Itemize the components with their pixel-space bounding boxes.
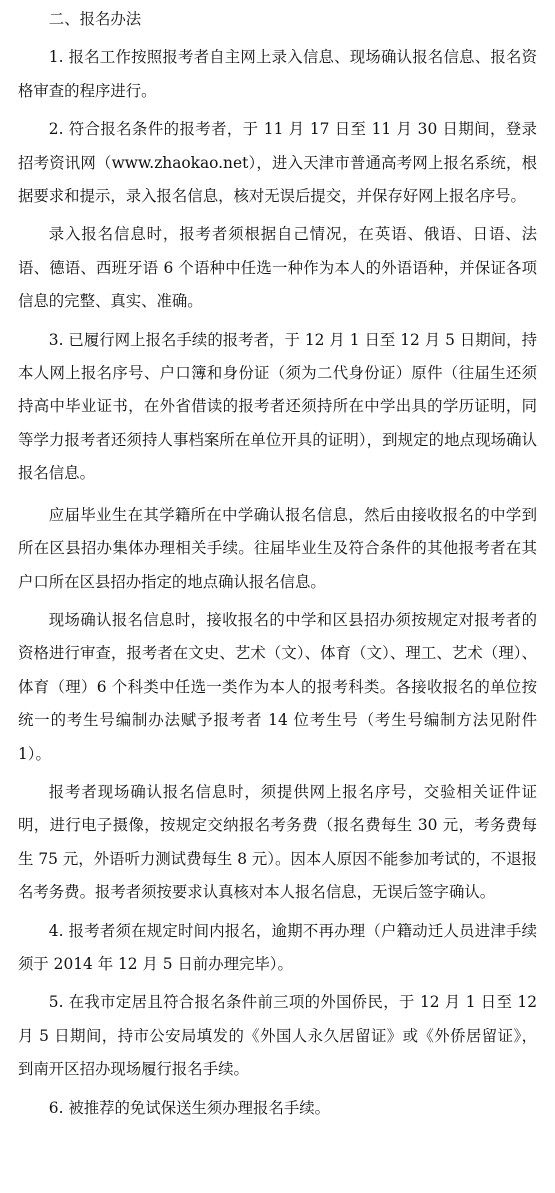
- paragraph-3-graduates: 应届毕业生在其学籍所在中学确认报名信息，然后由接收报名的中学到所在区县招办集体办理相关手续。往届毕业生及符合条件的其他报考者在其户口所在区县招办指定的地点确认报名信息。: [18, 505, 537, 591]
- paragraph-6: 6. 被推荐的免试保送生须办理报名手续。: [48, 1098, 331, 1117]
- section-heading: 二、报名办法: [48, 10, 142, 28]
- paragraph-1: 1. 报名工作按照报考者自主网上录入信息、现场确认报名信息、报名资格审查的程序进行。: [18, 48, 537, 100]
- paragraph-4: 4. 报考者须在规定时间内报名，逾期不再办理（户籍动迁人员进津手续须于 2014 年 12 月 5 日前办理完毕）。: [18, 921, 537, 973]
- paragraph-2-note: 录入报名信息时，报考者须根据自己情况，在英语、俄语、日语、法语、德语、西班牙语 6 个语种中任选一种作为本人的外语语种，并保证各项信息的完整、真实、准确。: [18, 225, 537, 311]
- paragraph-3-fees: 报考者现场确认报名信息时，须提供网上报名序号，交验相关证件证明，进行电子摄像，按规定交纳报名考务费（报名费每生 30 元，考务费每生 75 元，外语听力测试费每生 8 元）。因本人原因不能参加考试的，不退报名考务费。报考者须按要求认真核对本人报名信息，无误后签字确认。: [18, 782, 537, 902]
- paragraph-5: 5. 在我市定居且符合报名条件前三项的外国侨民，于 12 月 1 日至 12 月 5 日期间，持市公安局填发的《外国人永久居留证》或《外侨居留证》，到南开区招办现场履行报名手续。: [18, 993, 537, 1079]
- paragraph-3-review: 现场确认报名信息时，接收报名的中学和区县招办须按规定对报考者的资格进行审查，报考者在文史、艺术（文）、体育（文）、理工、艺术（理）、体育（理）6 个科类中任选一类作为本人的报考科类。各接收报名的单位按统一的考生号编制办法赋予报考者 14 位考生号（考生号编制方法见附件 1）。: [18, 610, 537, 763]
- paragraph-2: 2. 符合报名条件的报考者，于 11 月 17 日至 11 月 30 日期间，登录招考资讯网（www.zhaokao.net），进入天津市普通高考网上报名系统，根据要求和提示，录入报名信息，核对无误后提交，并保存好网上报名序号。: [18, 120, 537, 206]
- paragraph-3: 3. 已履行网上报名手续的报考者，于 12 月 1 日至 12 月 5 日期间，持本人网上报名序号、户口簿和身份证（须为二代身份证）原件（往届生还须持高中毕业证书，在外省借读的报考者还须持所在中学出具的学历证明，同等学力报考者还须持人事档案所在单位开具的证明），到规定的地点现场确认报名信息。: [18, 330, 537, 483]
